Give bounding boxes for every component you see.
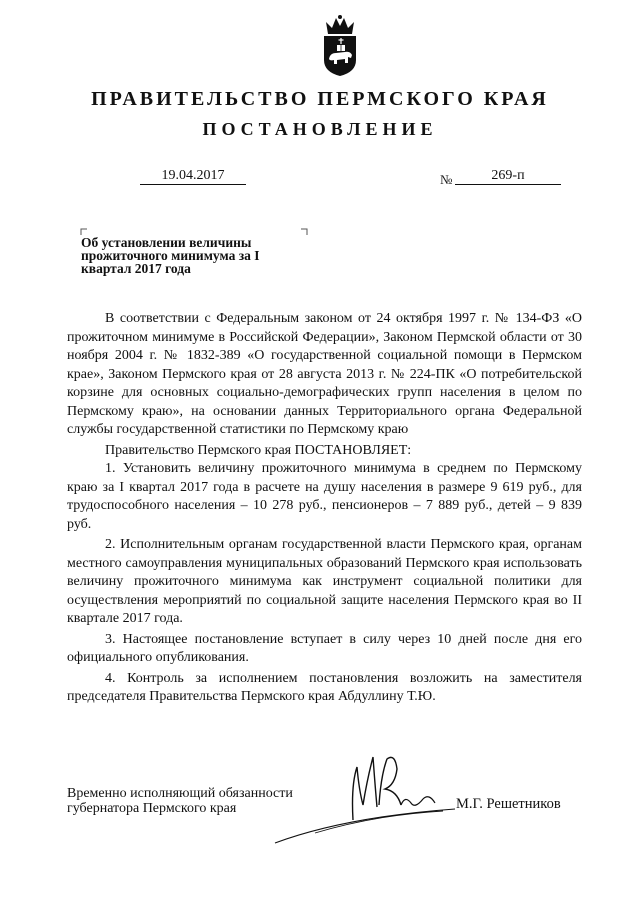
handwritten-signature	[255, 745, 485, 860]
body-paragraph-preamble: В соответствии с Федеральным законом от 24 октября 1997 г. № 134-ФЗ «О прожиточном минимуме в Российской Федерации», Законом Пермской области от 30 ноября 2004 г. № 1832-389 «О государственной социальной помощи в Пермском крае», Законом Пермского края от 28 августа 2013 г. № 224-ПК «О потребительской корзине для основных социально-демографических групп населения в целом по Пермскому краю», на основании данных Территориального органа Федеральной службы государственной статистики по Пермскому краю	[67, 311, 582, 437]
body-paragraph-item-2: 2. Исполнительным органам государственной власти Пермского края, органам местного самоуправления муниципальных образований Пермского края использовать величину прожиточного минимума как инструмент социальной политики для осуществления мероприятий по социальной защите населения Пермского края во II квартале 2017 года.	[67, 537, 582, 626]
body-paragraph-item-3: 3. Настоящее постановление вступает в силу через 10 дней после дня его официального опубликования.	[67, 631, 582, 665]
document-body	[67, 310, 582, 707]
document-number: 269-п	[455, 167, 561, 185]
perm-krai-coat-of-arms-icon	[320, 14, 360, 78]
signer-name: М.Г. Решетников	[456, 796, 561, 812]
document-type: ПОСТАНОВЛЕНИЕ	[202, 119, 438, 139]
signer-position-line1: Временно исполняющий обязанности	[67, 786, 293, 801]
document-date: 19.04.2017	[140, 167, 246, 185]
signer-position-line2: губернатора Пермского края	[67, 801, 237, 816]
document-subject: Об установлении величины прожиточного минимума за I квартал 2017 года	[81, 235, 260, 276]
number-sign: №	[440, 172, 453, 187]
body-paragraph-item-4: 4. Контроль за исполнением постановления возложить на заместителя председателя Правительства Пермского края Абдуллину Т.Ю.	[67, 670, 582, 704]
body-paragraph-item-1: 1. Установить величину прожиточного минимума в среднем по Пермскому краю за I квартал 2017 года в расчете на душу населения в размере 9 619 руб., для трудоспособного населения – 10 278 руб., пенсионеров – 7 889 руб., детей – 9 839 руб.	[67, 461, 582, 532]
organization-title: ПРАВИТЕЛЬСТВО ПЕРМСКОГО КРАЯ	[91, 88, 549, 110]
corner-mark-right	[300, 228, 308, 236]
body-paragraph-resolves: Правительство Пермского края ПОСТАНОВЛЯЕТ:	[105, 442, 412, 458]
